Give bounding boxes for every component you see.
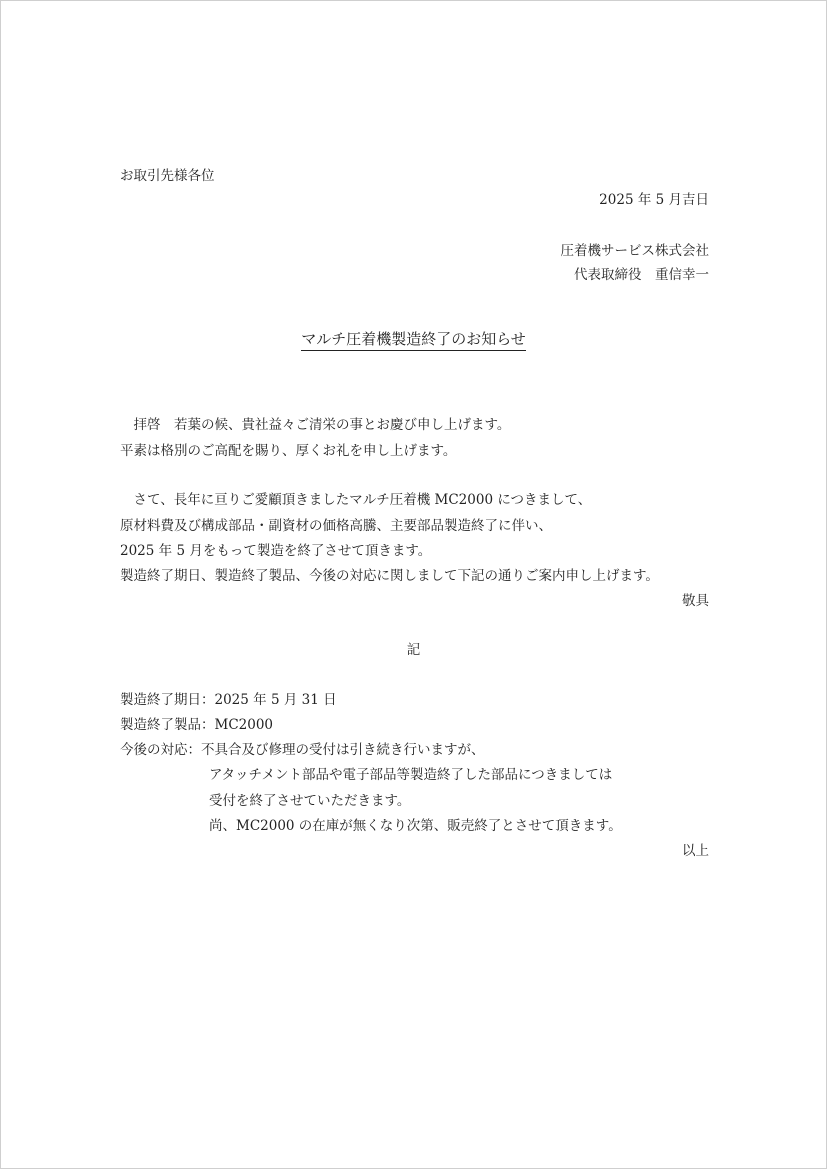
body-line: さて、長年に亘りご愛顧頂きましたマルチ圧着機 MC2000 につきまして、 xyxy=(120,492,592,508)
greeting-line: 拝啓 若葉の候、貴社益々ご清栄の事とお慶び申し上げます。 xyxy=(120,417,511,433)
closing-keigu: 敬具 xyxy=(682,593,709,609)
detail-response-line: 受付を終了させていただきます。 xyxy=(209,793,411,809)
detail-end-date: 製造終了期日：2025 年 5 月 31 日 xyxy=(120,692,337,708)
detail-end-product: 製造終了製品：MC2000 xyxy=(120,717,274,733)
body-line: 2025 年 5 月をもって製造を終了させて頂きます。 xyxy=(120,543,432,559)
greeting-line: 平素は格別のご高配を賜り、厚くお礼を申し上げます。 xyxy=(120,443,457,459)
body-line: 製造終了期日、製造終了製品、今後の対応に関しまして下記の通りご案内申し上げます。 xyxy=(120,568,659,584)
recipient: お取引先様各位 xyxy=(120,168,215,184)
end-mark-ijou: 以上 xyxy=(682,843,709,859)
ki-heading: 記 xyxy=(406,642,421,658)
body-line: 原材料費及び構成部品・副資材の価格高騰、主要部品製造終了に伴い、 xyxy=(120,518,552,534)
document-title-text: マルチ圧着機製造終了のお知らせ xyxy=(301,329,526,351)
detail-response: 今後の対応：不具合及び修理の受付は引き続き行いますが、 xyxy=(120,742,485,758)
document-date: 2025 年 5 月吉日 xyxy=(599,192,709,208)
detail-response-line: アタッチメント部品や電子部品等製造終了した部品につきましては xyxy=(209,767,613,783)
sender-company: 圧着機サービス株式会社 xyxy=(560,243,709,259)
document-title xyxy=(1,329,826,351)
detail-response-line: 尚、MC2000 の在庫が無くなり次第、販売終了とさせて頂きます。 xyxy=(209,818,622,834)
sender-representative: 代表取締役 重信幸一 xyxy=(574,267,709,283)
